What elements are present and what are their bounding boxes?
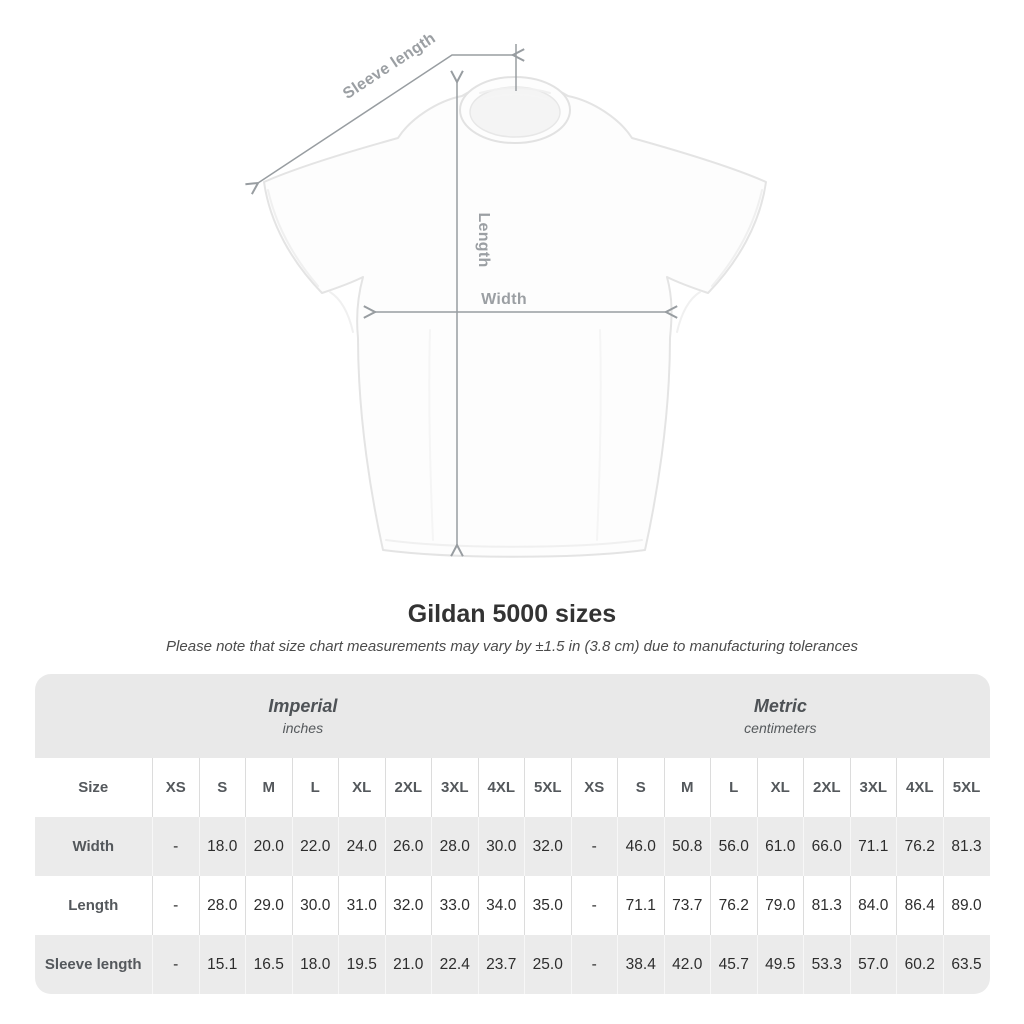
table-cell: 18.0 (199, 817, 246, 876)
table-cell: 22.4 (432, 935, 479, 994)
table-cell: 79.0 (757, 876, 804, 935)
size-header-cell: M (664, 758, 711, 817)
metric-group-header (571, 674, 989, 758)
table-cell: 25.0 (525, 935, 572, 994)
table-cell: 71.1 (850, 817, 897, 876)
table-cell: 35.0 (525, 876, 572, 935)
size-header-cell: L (292, 758, 339, 817)
size-table (35, 758, 990, 994)
metric-group-unit: centimeters (744, 720, 817, 736)
table-cell: - (153, 876, 200, 935)
size-header-cell: XS (571, 758, 618, 817)
size-header-row (35, 758, 990, 817)
size-header-cell: 4XL (897, 758, 944, 817)
table-cell: 60.2 (897, 935, 944, 994)
table-cell: - (153, 817, 200, 876)
table-cell: 32.0 (525, 817, 572, 876)
table-cell: 66.0 (804, 817, 851, 876)
table-cell: 18.0 (292, 935, 339, 994)
size-header-cell: 3XL (432, 758, 479, 817)
table-cell: 81.3 (804, 876, 851, 935)
table-cell: 42.0 (664, 935, 711, 994)
size-header-cell: M (246, 758, 293, 817)
width-label: Width (481, 291, 527, 308)
table-cell: 29.0 (246, 876, 293, 935)
imperial-group-header (35, 674, 572, 758)
row-label: Sleeve length (44, 956, 142, 973)
table-cell: 26.0 (385, 817, 432, 876)
imperial-group-name: Imperial (268, 696, 338, 716)
table-cell: 81.3 (943, 817, 990, 876)
size-header-cell: 3XL (850, 758, 897, 817)
size-header-cell: 2XL (804, 758, 851, 817)
table-cell: 61.0 (757, 817, 804, 876)
size-table-card (35, 674, 990, 994)
length-row (35, 876, 990, 935)
table-cell: 32.0 (385, 876, 432, 935)
table-cell: 56.0 (711, 817, 758, 876)
size-header-cell: L (711, 758, 758, 817)
table-cell: 15.1 (199, 935, 246, 994)
table-cell: 28.0 (199, 876, 246, 935)
size-header-cell: XS (153, 758, 200, 817)
sleeve-length-row (35, 935, 990, 994)
table-cell: 49.5 (757, 935, 804, 994)
table-cell: 30.0 (292, 876, 339, 935)
size-header-cell: S (199, 758, 246, 817)
row-label: Width (72, 838, 114, 855)
table-cell: 23.7 (478, 935, 525, 994)
table-cell: 53.3 (804, 935, 851, 994)
imperial-group-unit: inches (282, 720, 324, 736)
table-cell: 24.0 (339, 817, 386, 876)
table-cell: - (571, 935, 618, 994)
table-cell: 46.0 (618, 817, 665, 876)
size-header-cell: XL (757, 758, 804, 817)
table-cell: 21.0 (385, 935, 432, 994)
size-header-cell: 5XL (943, 758, 990, 817)
size-column-header: Size (35, 758, 153, 817)
table-cell: 34.0 (478, 876, 525, 935)
table-cell: 38.4 (618, 935, 665, 994)
table-cell: 76.2 (711, 876, 758, 935)
size-header-cell: 2XL (385, 758, 432, 817)
page-title: Gildan 5000 sizes (407, 600, 617, 628)
unit-group-header (35, 674, 990, 758)
size-header-cell: S (618, 758, 665, 817)
table-cell: - (571, 817, 618, 876)
table-cell: - (153, 935, 200, 994)
table-cell: 76.2 (897, 817, 944, 876)
table-cell: 45.7 (711, 935, 758, 994)
table-cell: - (571, 876, 618, 935)
table-cell: 63.5 (943, 935, 990, 994)
table-cell: 86.4 (897, 876, 944, 935)
width-row (35, 817, 990, 876)
size-header-cell: 5XL (525, 758, 572, 817)
size-header-cell: XL (339, 758, 386, 817)
row-label: Length (68, 897, 119, 914)
tolerance-note: Please note that size chart measurements may vary by ±1.5 in (3.8 cm) due to manufacturing tolerances (166, 638, 858, 655)
sleeve-length-label: Sleeve length (340, 29, 439, 103)
table-cell: 16.5 (246, 935, 293, 994)
table-cell: 33.0 (432, 876, 479, 935)
table-cell: 71.1 (618, 876, 665, 935)
table-cell: 31.0 (339, 876, 386, 935)
table-cell: 22.0 (292, 817, 339, 876)
table-cell: 28.0 (432, 817, 479, 876)
table-cell: 57.0 (850, 935, 897, 994)
table-cell: 89.0 (943, 876, 990, 935)
table-cell: 20.0 (246, 817, 293, 876)
table-cell: 84.0 (850, 876, 897, 935)
table-cell: 19.5 (339, 935, 386, 994)
size-header-cell: 4XL (478, 758, 525, 817)
tshirt-illustration (264, 77, 766, 557)
table-cell: 50.8 (664, 817, 711, 876)
table-cell: 30.0 (478, 817, 525, 876)
table-cell: 73.7 (664, 876, 711, 935)
metric-group-name: Metric (753, 696, 807, 716)
length-label: Length (475, 212, 492, 268)
